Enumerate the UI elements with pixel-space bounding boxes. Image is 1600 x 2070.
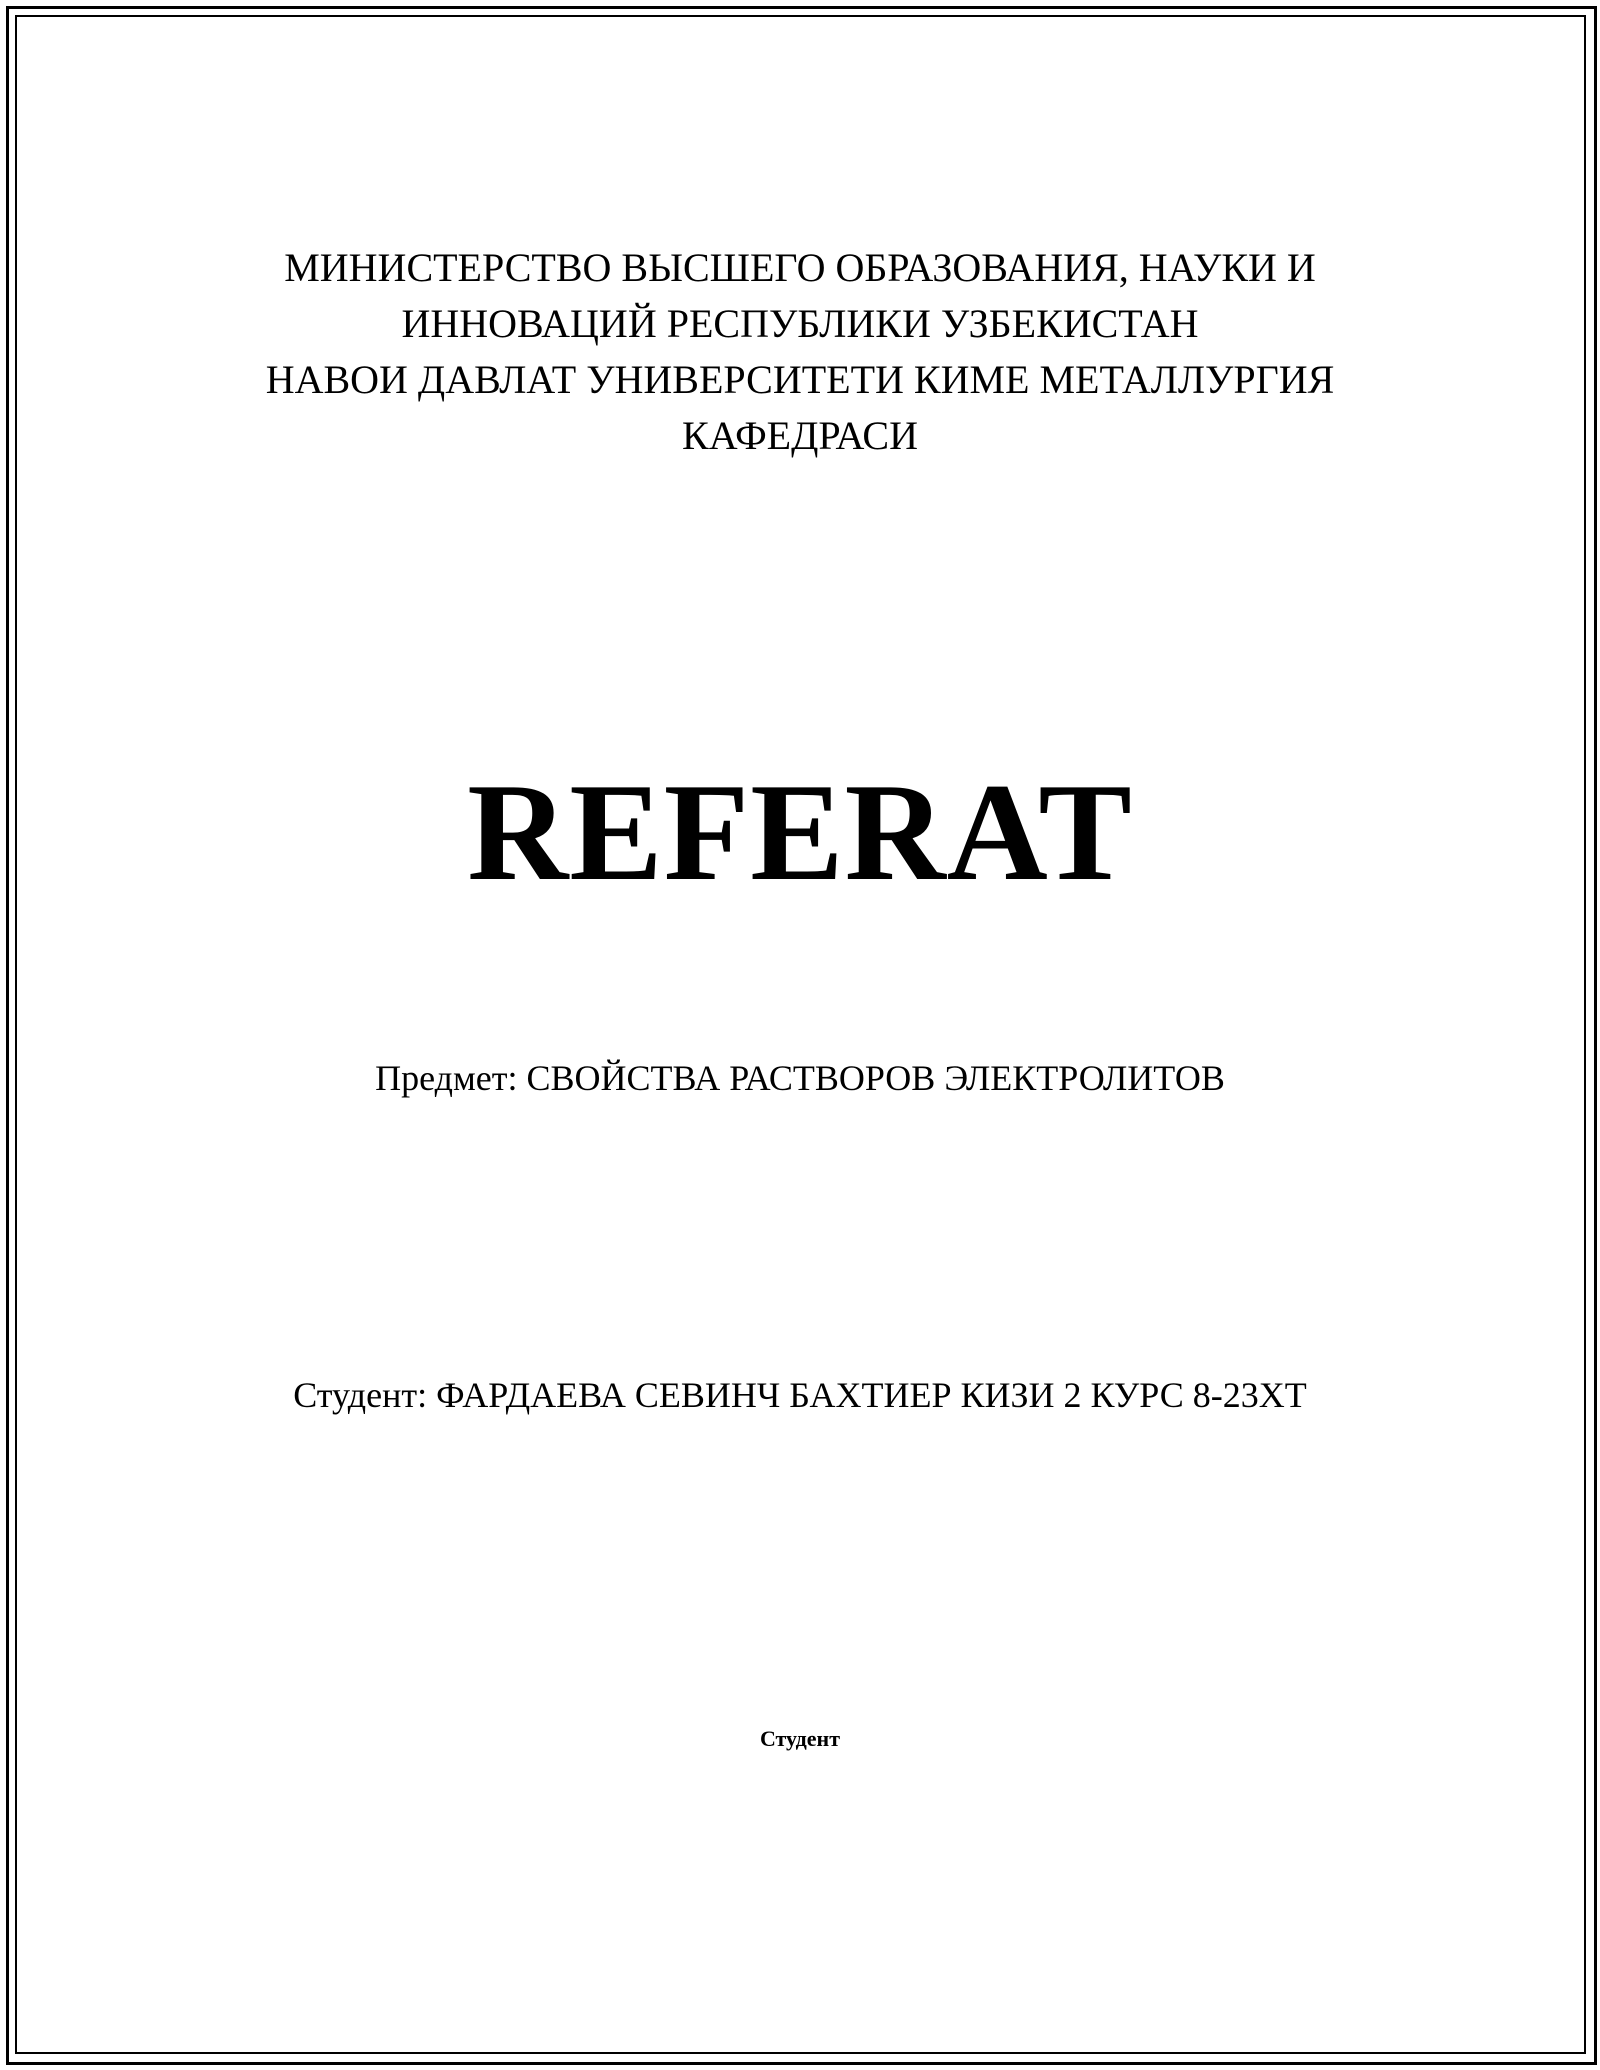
header-line-1: МИНИСТЕРСТВО ВЫСШЕГО ОБРАЗОВАНИЯ, НАУКИ И — [284, 245, 1316, 290]
subject-line: Предмет: СВОЙСТВА РАСТВОРОВ ЭЛЕКТРОЛИТОВ — [375, 1058, 1225, 1098]
institution-header — [0, 240, 1600, 464]
document-title: REFERAT — [467, 755, 1133, 910]
student-line: Студент: ФАРДАЕВА СЕВИНЧ БАХТИЕР КИЗИ 2 КУРС 8-23ХТ — [293, 1375, 1307, 1415]
header-line-3: НАВОИ ДАВЛАТ УНИВЕРСИТЕТИ КИМЕ МЕТАЛЛУРГИЯ — [265, 357, 1335, 402]
header-line-2: ИННОВАЦИЙ РЕСПУБЛИКИ УЗБЕКИСТАН — [401, 301, 1199, 346]
header-line-4: КАФЕДРАСИ — [682, 413, 918, 458]
footer-student-label: Студент — [759, 1726, 841, 1751]
